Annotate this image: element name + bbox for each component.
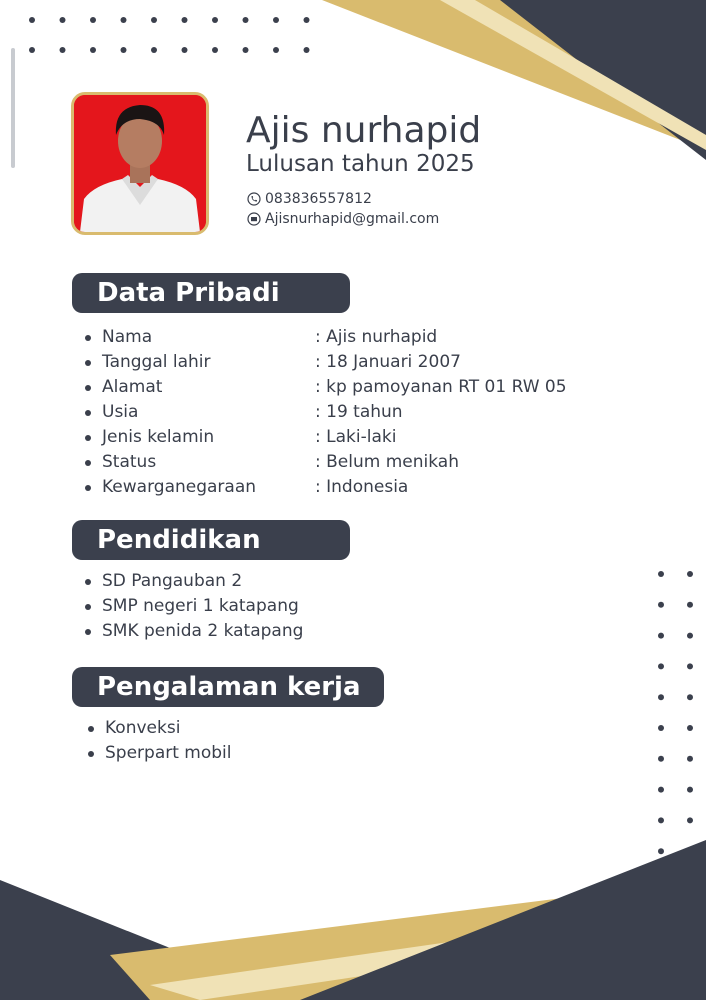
dot — [658, 663, 664, 669]
dot — [658, 725, 664, 731]
dot — [687, 663, 693, 669]
dot — [304, 47, 310, 53]
dot — [658, 694, 664, 700]
dot — [687, 725, 693, 731]
dot — [687, 787, 693, 793]
scrollbar[interactable] — [11, 48, 15, 168]
dot — [658, 633, 664, 639]
dot — [151, 17, 157, 23]
email-address: Ajisnurhapid@gmail.com — [265, 211, 440, 227]
dot — [212, 47, 218, 53]
section-title-experience: Pengalaman kerja — [97, 672, 361, 702]
dot — [182, 17, 188, 23]
profile-photo — [71, 92, 209, 235]
dot — [243, 17, 249, 23]
dot — [658, 602, 664, 608]
dot — [90, 47, 96, 53]
dot — [90, 17, 96, 23]
education-list — [82, 569, 303, 644]
list-item: SMK penida 2 katapang — [82, 619, 303, 644]
contact-phone — [247, 191, 372, 207]
dot — [243, 47, 249, 53]
list-item: Status : Belum menikah — [82, 450, 602, 475]
dot — [687, 602, 693, 608]
dot — [687, 694, 693, 700]
dot — [273, 47, 279, 53]
person-photo-icon — [74, 95, 206, 232]
section-header-experience — [72, 667, 384, 707]
contact-email — [247, 211, 439, 227]
dot — [182, 47, 188, 53]
list-item: Alamat : kp pamoyanan RT 01 RW 05 — [82, 375, 602, 400]
experience-list — [85, 716, 232, 766]
phone-icon — [247, 192, 261, 206]
list-item: Kewarganegaraan : Indonesia — [82, 475, 602, 500]
email-icon — [247, 212, 261, 226]
dot — [60, 17, 66, 23]
dot — [121, 47, 127, 53]
dot — [121, 17, 127, 23]
dot — [687, 571, 693, 577]
profile-subtitle: Lulusan tahun 2025 — [246, 151, 475, 177]
dot — [60, 47, 66, 53]
profile-name: Ajis nurhapid — [246, 110, 482, 151]
dot — [212, 17, 218, 23]
dot — [658, 756, 664, 762]
dot — [687, 756, 693, 762]
dot — [687, 633, 693, 639]
section-title-personal: Data Pribadi — [97, 278, 280, 308]
personal-data-list — [82, 325, 602, 500]
list-item: Usia : 19 tahun — [82, 400, 602, 425]
list-item: Sperpart mobil — [85, 741, 232, 766]
section-header-personal — [72, 273, 350, 313]
dot-grid-top — [29, 17, 310, 53]
dot — [273, 17, 279, 23]
list-item: SD Pangauban 2 — [82, 569, 303, 594]
list-item: SMP negeri 1 katapang — [82, 594, 303, 619]
list-item: Jenis kelamin : Laki-laki — [82, 425, 602, 450]
dot-grid-right — [658, 571, 693, 854]
dot — [29, 17, 35, 23]
section-title-education: Pendidikan — [97, 525, 261, 555]
section-header-education — [72, 520, 350, 560]
dot — [658, 848, 664, 854]
dot — [658, 571, 664, 577]
dot — [151, 47, 157, 53]
dot — [29, 47, 35, 53]
list-item: Nama : Ajis nurhapid — [82, 325, 602, 350]
phone-number: 083836557812 — [265, 191, 372, 207]
list-item: Tanggal lahir : 18 Januari 2007 — [82, 350, 602, 375]
dot — [658, 817, 664, 823]
list-item: Konveksi — [85, 716, 232, 741]
dot — [687, 817, 693, 823]
dot — [658, 787, 664, 793]
dot — [304, 17, 310, 23]
